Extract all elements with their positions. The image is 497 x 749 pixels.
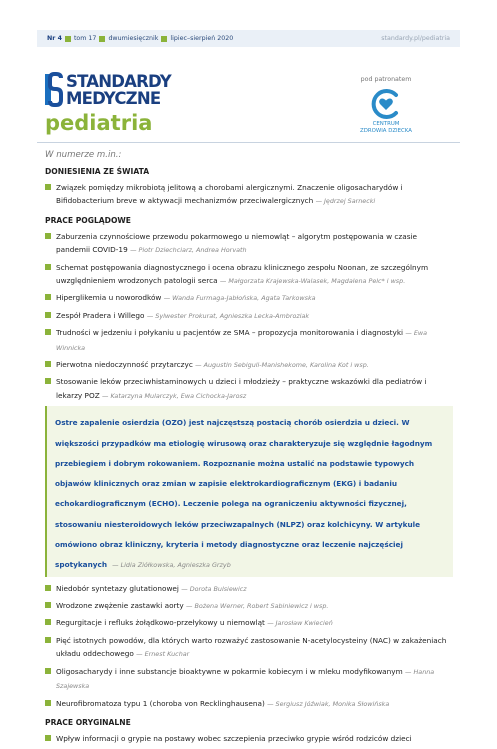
article-item[interactable] [45, 582, 453, 596]
volume: tom 17 [73, 35, 97, 42]
article-authors: — Małgorzata Krajewska-Walasek, Magdalena Pelc* i wsp. [219, 277, 406, 286]
bullet-square-icon [45, 700, 51, 706]
article-title: Zespół Pradera i Willego [56, 310, 145, 320]
article-title: Wrodzone zwężenie zastawki aorty [56, 601, 184, 611]
bullet-square-icon [45, 184, 51, 190]
article-item[interactable] [45, 326, 453, 355]
bullet-square-icon [45, 637, 51, 643]
issue-bar [37, 30, 460, 47]
article-title: Związek pomiędzy mikrobiotą jelitową a chorobami alergicznymi. Znaczenie oligosacharydów i Bifidobacterium breve w aktywacji mechanizmów przeciwalergicznych [56, 183, 403, 206]
article-title: Oligosacharydy i inne substancje bioaktywne w pokarmie kobiecym i w mleku modyfikowanym [56, 666, 403, 676]
frequency: dwumiesięcznik [108, 35, 159, 42]
intro-label: W numerze m.in.: [45, 150, 122, 160]
bullet-square-icon [45, 361, 51, 367]
article-authors: — Bożena Werner, Robert Sabiniewicz i wsp. [186, 602, 329, 611]
bullet-square-icon [45, 619, 51, 625]
site-link[interactable]: standardy.pl/pediatria [381, 35, 450, 42]
section-title: PRACE ORYGINALNE [45, 717, 131, 727]
bullet-square-icon [45, 312, 51, 318]
patronage-block [352, 76, 420, 135]
bullet-square-icon [45, 735, 51, 741]
article-authors: — Sylwester Prokurat, Agnieszka Lecka-Ambroziak [146, 311, 310, 320]
article-authors: — Sergiusz Jóźwiak, Monika Słowińska [267, 699, 390, 708]
featured-article[interactable] [45, 406, 453, 576]
featured-abstract: Ostre zapalenie osierdzia (OZO) jest najczęstszą postacią chorób osierdzia u dzieci. W większości przypadków ma etiologię wirusową oraz charakteryzuje się względnie łagodnym przebiegiem i dobrym rokowaniem. Rozpoznanie można ustalić na podstawie typowych objawów klinicznych oraz zmian w zapisie elektrokardiograficznym (EKG) i badaniu echokardiograficznym (ECHO). Leczenie polega na ograniczeniu aktywności fizycznej, stosowaniu niesteroidowych leków przeciwzapalnych (NLPZ) oraz kolchicyny. W artykule omówiono obraz kliniczny, kryteria i metody diagnostyczne oraz leczenie najczęściej spotykanych [55, 418, 433, 570]
article-title: Regurgitacje i refluks żołądkowo-przełykowy u niemowląt [56, 618, 265, 628]
article-authors: — Ernest Kuchar [136, 650, 190, 659]
bullet-square-icon [45, 329, 51, 335]
bullet-square-icon [45, 602, 51, 608]
article-item[interactable] [45, 375, 453, 403]
logo-line-1: STANDARDY [66, 72, 171, 91]
article-authors: — Jędrzej Sarnecki [315, 197, 376, 206]
article-item[interactable] [45, 181, 453, 209]
article-title: Pięć istotnych powodów, dla których warto rozważyć zastosowanie N-acetylocysteiny (NAC) w zakażeniach układu oddechowego [56, 635, 447, 659]
article-item[interactable] [45, 358, 453, 372]
article-title: Neurofibromatoza typu 1 (choroba von Recklinghausena) [56, 698, 265, 708]
header-divider [37, 142, 460, 143]
bullet-square-icon [45, 378, 51, 384]
article-item[interactable] [45, 665, 453, 694]
journal-title: pediatria [45, 111, 153, 135]
article-title: Niedobór syntetazy glutationowej [56, 583, 179, 593]
patron-name-line-2: ZDROWIA DZIECKA [360, 127, 412, 134]
article-authors: — Jarosław Kwiecień [267, 619, 333, 628]
article-title: Zaburzenia czynnościowe przewodu pokarmowego u niemowląt – algorytm postępowania w czasie pandemii COVID-19 [56, 231, 418, 255]
article-item[interactable] [45, 599, 453, 613]
article-item[interactable] [45, 732, 453, 746]
article-item[interactable] [45, 634, 453, 662]
article-item[interactable] [45, 261, 453, 289]
separator-square [65, 36, 71, 42]
featured-authors: — Lidia Ziółkowska, Agnieszka Grzyb [112, 561, 231, 570]
patron-name-line-1: CENTRUM [372, 121, 400, 127]
article-authors: — Ewa Winnicka [56, 329, 428, 352]
logo-mark-icon [45, 74, 62, 105]
article-item[interactable] [45, 230, 453, 258]
bullet-square-icon [45, 233, 51, 239]
bullet-square-icon [45, 585, 51, 591]
article-title: Hiperglikemia u noworodków [56, 293, 162, 303]
logo-line-2: MEDYCZNE [66, 89, 161, 108]
article-title: Stosowanie leków przeciwhistaminowych u dzieci i młodzieży – praktyczne wskazówki dla pediatrów i lekarzy POZ [56, 377, 427, 400]
bullet-square-icon [45, 294, 51, 300]
bullet-square-icon [45, 668, 51, 674]
issue-date: lipiec–sierpień 2020 [170, 35, 234, 42]
heart-c-icon [369, 87, 403, 121]
separator-square [99, 36, 105, 42]
article-authors: — Piotr Dziechciarz, Andrea Horvath [130, 246, 247, 255]
article-authors: — Augustin Sebiguli-Manishekome, Karolina Kot i wsp. [195, 361, 369, 370]
article-item[interactable] [45, 697, 453, 711]
article-title: Schemat postępowania diagnostycznego i ocena obrazu klinicznego zespołu Noonan, ze szczególnym uwzględnieniem wrodzonych patologii serca [56, 262, 429, 286]
bullet-square-icon [45, 264, 51, 270]
patronage-title: pod patronatem [360, 76, 412, 83]
issue-number: Nr 4 [47, 35, 62, 42]
article-title: Trudności w jedzeniu i połykaniu u pacjentów ze SMA – propozycja monitorowania i diagnostyki [56, 328, 404, 338]
article-item[interactable] [45, 291, 453, 305]
separator-square [161, 36, 167, 42]
article-item[interactable] [45, 309, 453, 323]
standardy-medyczne-logo [45, 72, 205, 112]
article-title: Wpływ informacji o grypie na postawy wobec szczepienia przeciwko grypie wśród rodziców dzieci [56, 733, 412, 743]
article-item[interactable] [45, 616, 453, 630]
section-title: DONIESIENIA ZE ŚWIATA [45, 167, 150, 176]
article-authors: — Wanda Furmaga-Jabłońska, Agata Tarkowska [163, 294, 316, 303]
table-of-contents [45, 167, 453, 749]
article-title: Pierwotna niedoczynność przytarczyc [56, 360, 193, 370]
article-authors: — Hanna Szajewska [56, 667, 435, 691]
article-authors: — Dorota Bulsiewicz [181, 584, 247, 593]
section-title: PRACE POGLĄDOWE [45, 215, 131, 225]
article-authors: — Katarzyna Mularczyk, Ewa Cichocka-Jarosz [102, 391, 247, 400]
